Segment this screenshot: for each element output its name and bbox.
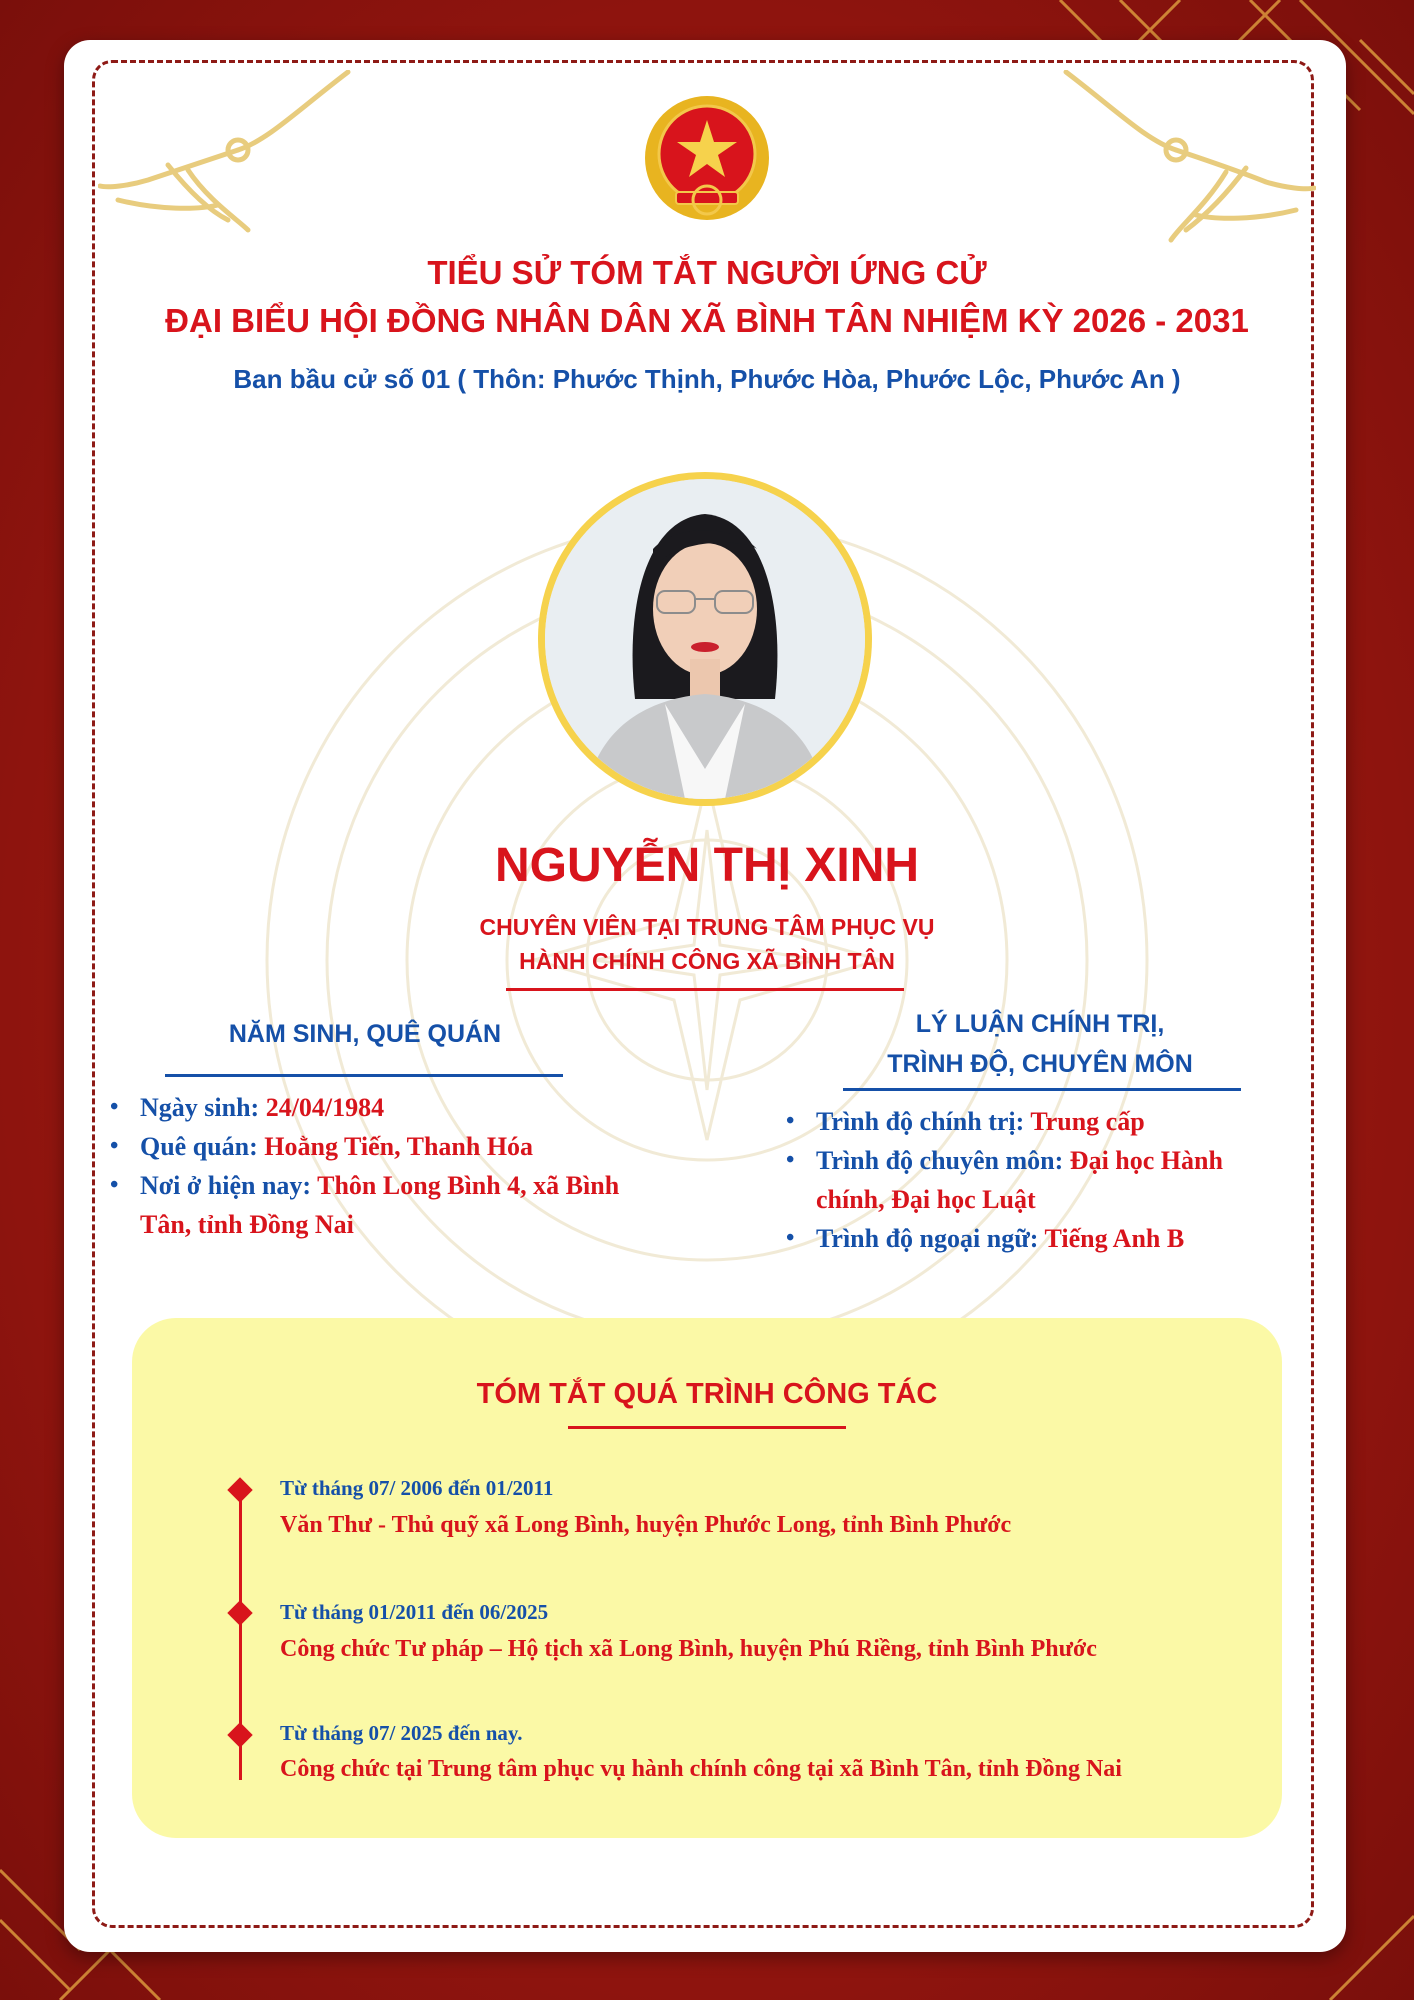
timeline-period: Từ tháng 01/2011 đến 06/2025	[280, 1600, 549, 1624]
name-divider	[506, 988, 904, 991]
list-item: • Quê quán: Hoằng Tiến, Thanh Hóa	[140, 1127, 620, 1166]
portrait-frame	[538, 472, 872, 806]
list-item: • Ngày sinh: 24/04/1984	[140, 1088, 620, 1127]
lac-bird-icon	[1056, 70, 1316, 250]
timeline-role: Văn Thư - Thủ quỹ xã Long Bình, huyện Phước Long, tỉnh Bình Phước	[280, 1512, 1012, 1538]
lac-bird-icon	[98, 70, 358, 240]
national-emblem-icon	[638, 92, 776, 232]
birth-origin-heading: NĂM SINH, QUÊ QUÁN	[228, 1020, 502, 1048]
timeline-role: Công chức Tư pháp – Hộ tịch xã Long Bình, huyện Phú Riềng, tỉnh Bình Phước	[280, 1636, 1097, 1662]
birth-origin-list	[106, 1088, 620, 1244]
timeline-period: Từ tháng 07/ 2006 đến 01/2011	[280, 1476, 554, 1500]
list-item: • Trình độ chuyên môn: Đại học Hành chính, Đại học Luật	[816, 1141, 1276, 1219]
list-item: • Trình độ ngoại ngữ: Tiếng Anh B	[816, 1219, 1276, 1258]
list-item: • Trình độ chính trị: Trung cấp	[816, 1102, 1276, 1141]
candidate-portrait	[545, 479, 865, 799]
constituency-subtitle: Ban bầu cử số 01 ( Thôn: Phước Thịnh, Phước Hòa, Phước Lộc, Phước An )	[233, 364, 1181, 394]
birth-origin-divider	[165, 1074, 563, 1077]
page-title-line2: ĐẠI BIỂU HỘI ĐỒNG NHÂN DÂN XÃ BÌNH TÂN NHIỆM KỲ 2026 - 2031	[165, 302, 1249, 339]
list-item: • Nơi ở hiện nay: Thôn Long Bình 4, xã Bình Tân, tỉnh Đồng Nai	[140, 1166, 620, 1244]
work-history-divider	[568, 1426, 846, 1429]
qualifications-heading: LÝ LUẬN CHÍNH TRỊ, TRÌNH ĐỘ, CHUYÊN MÔN	[887, 1010, 1193, 1078]
timeline-period: Từ tháng 07/ 2025 đến nay.	[280, 1721, 523, 1745]
candidate-name: NGUYỄN THỊ XINH	[494, 839, 920, 892]
qualifications-list	[782, 1102, 1276, 1258]
candidate-position: CHUYÊN VIÊN TẠI TRUNG TÂM PHỤC VỤ	[479, 914, 935, 940]
timeline-role: Công chức tại Trung tâm phục vụ hành chính công tại xã Bình Tân, tỉnh Đồng Nai	[280, 1756, 1122, 1782]
page-title: TIỂU SỬ TÓM TẮT NGƯỜI ỨNG CỬ	[427, 254, 987, 291]
work-history-heading: TÓM TẮT QUÁ TRÌNH CÔNG TÁC	[476, 1378, 938, 1410]
candidate-position-line2: HÀNH CHÍNH CÔNG XÃ BÌNH TÂN	[519, 948, 895, 974]
qualifications-divider	[843, 1088, 1241, 1091]
